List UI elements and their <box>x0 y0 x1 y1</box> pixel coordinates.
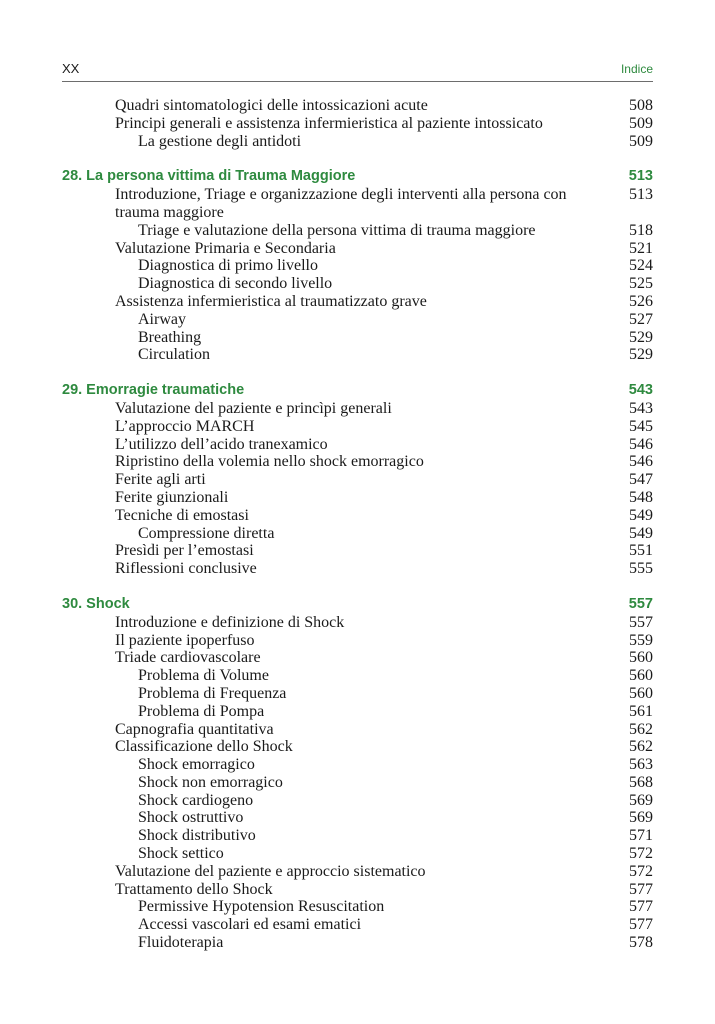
toc-entry-title: L’approccio MARCH <box>115 417 255 435</box>
toc-entry-title: Shock cardiogeno <box>138 791 254 809</box>
toc-entry-title: Diagnostica di secondo livello <box>138 275 333 293</box>
toc-entry-title: Diagnostica di primo livello <box>138 257 318 275</box>
toc-entry-title: Breathing <box>138 328 202 346</box>
toc-section-entry[interactable] <box>62 649 653 667</box>
toc-entry-page: 545 <box>629 417 653 435</box>
toc-entry-title: Introduzione, Triage e organizzazione degli interventi alla persona con trauma maggiore <box>115 186 567 221</box>
toc-subsection-entry[interactable] <box>62 809 653 827</box>
toc-section-entry[interactable] <box>62 542 653 560</box>
toc-subsection-entry[interactable] <box>62 756 653 774</box>
toc-entry-page: 527 <box>629 310 653 328</box>
toc-entry-title: Tecniche di emostasi <box>115 506 249 524</box>
toc-section-entry[interactable] <box>62 721 653 739</box>
table-of-contents <box>62 97 653 952</box>
section-spacer <box>62 364 653 382</box>
toc-chapter-entry[interactable] <box>62 168 653 186</box>
toc-chapter-entry[interactable] <box>62 596 653 614</box>
toc-subsection-entry[interactable] <box>62 667 653 685</box>
toc-entry-title: Triage e valutazione della persona vittima di trauma maggiore <box>138 221 536 239</box>
toc-subsection-entry[interactable] <box>62 133 653 151</box>
toc-section-entry[interactable] <box>62 186 653 222</box>
toc-section-entry[interactable] <box>62 489 653 507</box>
toc-section-entry[interactable] <box>62 400 653 418</box>
toc-entry-title: Problema di Volume <box>138 667 269 685</box>
toc-entry-page: 529 <box>629 346 653 364</box>
toc-entry-page: 549 <box>629 524 653 542</box>
toc-entry-title: Valutazione del paziente e approccio sistematico <box>115 862 426 880</box>
toc-entry-title: Shock distributivo <box>138 827 256 845</box>
toc-entry-page: 577 <box>629 898 653 916</box>
toc-entry-title: Permissive Hypotension Resuscitation <box>138 898 385 916</box>
toc-entry-title: Fluidoterapia <box>138 934 224 952</box>
toc-entry-page: 572 <box>629 862 653 880</box>
toc-section-entry[interactable] <box>62 632 653 650</box>
toc-section-entry[interactable] <box>62 881 653 899</box>
toc-section-entry[interactable] <box>62 418 653 436</box>
toc-entry-page: 549 <box>629 506 653 524</box>
toc-entry-page: 543 <box>629 399 653 417</box>
toc-entry-page: 568 <box>629 773 653 791</box>
toc-entry-page: 571 <box>629 827 653 845</box>
toc-entry-page: 524 <box>629 257 653 275</box>
toc-subsection-entry[interactable] <box>62 934 653 952</box>
toc-section-entry[interactable] <box>62 115 653 133</box>
toc-entry-title: Circulation <box>138 346 210 364</box>
toc-section-entry[interactable] <box>62 471 653 489</box>
toc-entry-page: 563 <box>629 756 653 774</box>
toc-entry-page: 572 <box>629 845 653 863</box>
toc-entry-title: Compressione diretta <box>138 524 275 542</box>
section-spacer <box>62 150 653 168</box>
toc-entry-page: 569 <box>629 791 653 809</box>
toc-subsection-entry[interactable] <box>62 827 653 845</box>
toc-entry-title: L’utilizzo dell’acido tranexamico <box>115 435 328 453</box>
toc-entry-title: Principi generali e assistenza infermieristica al paziente intossicato <box>115 114 543 132</box>
toc-entry-title: Valutazione Primaria e Secondaria <box>115 239 336 257</box>
toc-entry-title: Il paziente ipoperfuso <box>115 631 255 649</box>
toc-entry-title: Shock ostruttivo <box>138 809 244 827</box>
toc-entry-title: Problema di Frequenza <box>138 684 287 702</box>
toc-subsection-entry[interactable] <box>62 222 653 240</box>
toc-entry-page: 557 <box>628 595 653 612</box>
toc-entry-title: Capnografia quantitativa <box>115 720 274 738</box>
toc-section-entry[interactable] <box>62 738 653 756</box>
toc-entry-page: 521 <box>629 239 653 257</box>
toc-section-entry[interactable] <box>62 453 653 471</box>
toc-subsection-entry[interactable] <box>62 257 653 275</box>
toc-entry-page: 513 <box>629 186 653 204</box>
toc-section-entry[interactable] <box>62 240 653 258</box>
section-spacer <box>62 578 653 596</box>
toc-entry-page: 551 <box>629 542 653 560</box>
toc-subsection-entry[interactable] <box>62 703 653 721</box>
toc-entry-page: 577 <box>629 916 653 934</box>
toc-entry-title: Presìdi per l’emostasi <box>115 542 254 560</box>
toc-subsection-entry[interactable] <box>62 329 653 347</box>
running-header: Indice <box>620 62 653 76</box>
toc-subsection-entry[interactable] <box>62 311 653 329</box>
toc-entry-page: 557 <box>629 613 653 631</box>
toc-subsection-entry[interactable] <box>62 916 653 934</box>
toc-entry-title: Valutazione del paziente e princìpi generali <box>115 399 392 417</box>
toc-entry-title: Classificazione dello Shock <box>115 738 293 756</box>
toc-subsection-entry[interactable] <box>62 275 653 293</box>
toc-entry-page: 518 <box>629 221 653 239</box>
toc-entry-title: Airway <box>138 310 186 328</box>
toc-entry-page: 561 <box>629 702 653 720</box>
page-number: XX <box>62 61 80 76</box>
toc-entry-page: 577 <box>629 880 653 898</box>
toc-entry-title: Ferite giunzionali <box>115 488 229 506</box>
toc-entry-page: 562 <box>629 720 653 738</box>
toc-entry-title: Problema di Pompa <box>138 702 265 720</box>
toc-entry-page: 543 <box>628 382 653 399</box>
toc-entry-page: 569 <box>629 809 653 827</box>
toc-subsection-entry[interactable] <box>62 346 653 364</box>
toc-entry-page: 508 <box>629 97 653 114</box>
toc-entry-page: 560 <box>629 684 653 702</box>
toc-entry-title: La gestione degli antidoti <box>138 132 302 150</box>
toc-entry-page: 562 <box>629 738 653 756</box>
toc-entry-page: 578 <box>629 934 653 952</box>
toc-entry-title: Shock settico <box>138 845 224 863</box>
toc-entry-page: 526 <box>629 292 653 310</box>
header-divider <box>62 81 653 82</box>
toc-entry-title: 29. Emorragie traumatiche <box>62 382 245 399</box>
toc-section-entry[interactable] <box>62 560 653 578</box>
toc-entry-title: 28. La persona vittima di Trauma Maggiore <box>62 168 356 185</box>
toc-entry-page: 509 <box>629 114 653 132</box>
toc-entry-title: Assistenza infermieristica al traumatizzato grave <box>115 292 427 310</box>
toc-entry-page: 559 <box>629 631 653 649</box>
toc-section-entry[interactable] <box>62 863 653 881</box>
toc-section-entry[interactable] <box>62 614 653 632</box>
toc-entry-page: 547 <box>629 471 653 489</box>
toc-subsection-entry[interactable] <box>62 525 653 543</box>
toc-entry-page: 560 <box>629 649 653 667</box>
toc-section-entry[interactable] <box>62 97 653 115</box>
toc-subsection-entry[interactable] <box>62 685 653 703</box>
toc-entry-title: 30. Shock <box>62 595 130 612</box>
toc-entry-title: Triade cardiovascolare <box>115 649 261 667</box>
toc-entry-page: 555 <box>629 560 653 578</box>
toc-entry-title: Quadri sintomatologici delle intossicazioni acute <box>115 97 428 114</box>
toc-entry-page: 546 <box>629 435 653 453</box>
toc-entry-title: Trattamento dello Shock <box>115 880 273 898</box>
toc-entry-title: Ferite agli arti <box>115 471 206 489</box>
toc-subsection-entry[interactable] <box>62 792 653 810</box>
toc-entry-title: Shock emorragico <box>138 756 255 774</box>
toc-entry-title: Introduzione e definizione di Shock <box>115 613 345 631</box>
toc-entry-title: Shock non emorragico <box>138 773 283 791</box>
toc-entry-page: 560 <box>629 667 653 685</box>
toc-entry-page: 548 <box>629 488 653 506</box>
toc-entry-title: Ripristino della volemia nello shock emorragico <box>115 453 424 471</box>
toc-entry-page: 525 <box>629 275 653 293</box>
toc-section-entry[interactable] <box>62 507 653 525</box>
toc-entry-page: 546 <box>629 453 653 471</box>
toc-subsection-entry[interactable] <box>62 774 653 792</box>
toc-entry-title: Riflessioni conclusive <box>115 560 257 578</box>
toc-section-entry[interactable] <box>62 436 653 454</box>
toc-entry-page: 509 <box>629 132 653 150</box>
toc-subsection-entry[interactable] <box>62 845 653 863</box>
toc-subsection-entry[interactable] <box>62 898 653 916</box>
toc-entry-page: 529 <box>629 328 653 346</box>
toc-entry-title: Accessi vascolari ed esami ematici <box>138 916 362 934</box>
toc-chapter-entry[interactable] <box>62 382 653 400</box>
toc-section-entry[interactable] <box>62 293 653 311</box>
toc-entry-page: 513 <box>628 168 653 185</box>
